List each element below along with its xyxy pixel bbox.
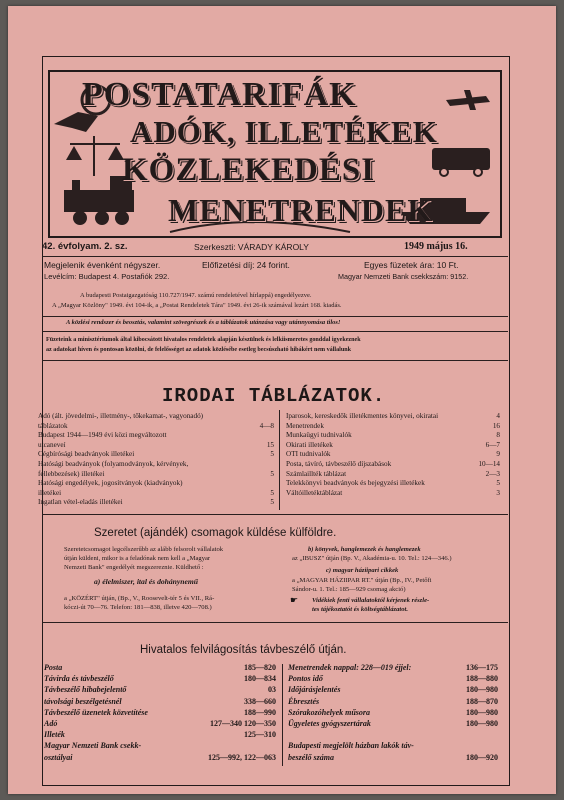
gift-intro-1: Szeretetcsomagot legcélszerűbb az alább felsorolt vállalatok xyxy=(64,546,224,553)
gift-a-title: a) élelmiszer, ital és dohánynemű xyxy=(94,577,198,586)
column-divider xyxy=(282,664,283,766)
entry-value: 338—660 xyxy=(244,696,276,706)
entry-label: Posta, távíró, távbeszélő díjszabások xyxy=(286,460,392,468)
phone-entry xyxy=(288,741,498,750)
copyright-notice: A közlési rendszer és beosztás, valamint szövegrészek és a táblázatok utánzása vagy utánnyomása tilos! xyxy=(66,319,341,326)
magazine-cover xyxy=(8,6,556,794)
toc-entry xyxy=(286,412,500,420)
permit-line-2: A „Magyar Közlöny" 1949. évi 104-ik, a „Postai Rendeletek Tára" 1949. évi 26-ik számával lezárt 168. kiadás. xyxy=(52,302,342,309)
issue-editor: Szerkeszti: VÁRADY KÁROLY xyxy=(194,242,309,252)
phone-entry xyxy=(44,719,276,728)
entry-label: utcaneveí xyxy=(38,440,66,449)
entry-label: Magyar Nemzeti Bank csekk- xyxy=(44,741,142,751)
entry-label: Budapesti megjelölt házban lakók táv- xyxy=(288,741,414,751)
phone-entry xyxy=(44,730,276,739)
masthead-title-4: MENETRENDEK xyxy=(168,192,434,228)
entry-value: 136—175 xyxy=(466,663,498,672)
toc-entry xyxy=(286,470,500,478)
entry-label: Hatósági engedélyek, jogosítványok (kiadványok) xyxy=(38,479,183,488)
entry-value: 125—992, 122—063 xyxy=(208,752,276,762)
divider xyxy=(42,331,508,332)
masthead-title-2: ADÓK, ILLETÉKEK xyxy=(130,114,438,149)
entry-label: Ügyeletes gyógyszertárak xyxy=(288,719,371,728)
entry-label: osztályai xyxy=(44,752,73,762)
gift-intro-2: útján küldeni, mikor is a feladónak nem kell a „Magyar xyxy=(64,555,211,562)
gift-note-2: tes tájékoztatót és költségtáblázatot. xyxy=(312,606,408,613)
phone-entry xyxy=(288,685,498,694)
entry-label: Ébresztés xyxy=(288,696,320,706)
toc-entry xyxy=(286,422,500,430)
entry-value: 5 xyxy=(270,469,274,478)
divider xyxy=(42,360,508,361)
toc-entry xyxy=(38,489,274,497)
phone-entry xyxy=(44,697,276,706)
entry-label: Illeték xyxy=(44,730,65,740)
info-bank: Magyar Nemzeti Bank csekkszám: 9152. xyxy=(338,272,469,281)
gift-c-text-1: a „MAGYAR HÁZIIPAR RT." útján (Bp., IV., Petőfi xyxy=(292,577,432,584)
phone-entry xyxy=(44,708,276,717)
disclaimer-line-2: az adatokat híven és pontosan közölni, de felelősséget az adatok közlésébe esetleg becsúszható hibákért nem vállalunk xyxy=(46,347,352,353)
entry-label: táblázatok xyxy=(38,421,68,430)
toc-entry xyxy=(38,441,274,449)
entry-label: Időjárásjelentés xyxy=(288,685,341,695)
phone-entry xyxy=(44,685,276,694)
issue-volume: 42. évfolyam. 2. sz. xyxy=(42,241,128,252)
gift-c-title: c) magyar háziipari cikkek xyxy=(326,567,399,574)
entry-value: 188—880 xyxy=(466,674,498,684)
entry-value: 15 xyxy=(266,440,274,449)
toc-entry xyxy=(38,422,274,430)
entry-value: 2—3 xyxy=(485,469,500,478)
entry-label: Váltóilletéktáblázat xyxy=(286,488,343,497)
phone-entry xyxy=(288,753,498,762)
toc-entry xyxy=(286,489,500,497)
entry-value: 4 xyxy=(496,412,500,420)
entry-value: 5 xyxy=(270,498,274,507)
info-address: Levélcím: Budapest 4. Postafiók 292. xyxy=(44,272,170,281)
masthead-title-3: KÖZLEKEDÉSI xyxy=(122,152,376,188)
info-frequency: Megjelenik évenként négyszer. xyxy=(44,260,161,270)
entry-value: 9 xyxy=(496,450,500,459)
toc-entry xyxy=(38,479,274,487)
divider xyxy=(42,256,508,257)
toc-entry xyxy=(286,479,500,487)
entry-label: Számlaillték táblázat xyxy=(286,469,347,478)
gift-b-title: b) könyvek, hanglemezek és hanglemezek xyxy=(308,546,421,553)
entry-label: Szórakozóhelyek műsora xyxy=(288,707,371,717)
phone-entry xyxy=(44,674,276,683)
entry-value: 180—980 xyxy=(466,685,498,695)
masthead xyxy=(48,70,502,238)
entry-label: Menetrendek nappal: 228—019 éjjel: xyxy=(288,663,412,672)
toc-entry xyxy=(38,431,274,439)
entry-label: Pontos idő xyxy=(288,674,323,684)
info-price: Egyes füzetek ára: 10 Ft. xyxy=(364,260,459,270)
gift-note-1: Vidékiek fenti vállalatoktól kérjenek részle- xyxy=(312,597,430,604)
phone-entry xyxy=(288,663,498,672)
entry-label: Adó (ált. jövedelmi-, illetmény-, tőkekamat-, vagyonadó) xyxy=(38,412,204,420)
entry-label: fellebbezések) illetékei xyxy=(38,469,105,478)
entry-value: 3 xyxy=(496,488,500,497)
gift-intro-3: Nemzeti Bank" engedélyét megszereznie. Küldhető : xyxy=(64,564,204,571)
toc-entry xyxy=(286,450,500,458)
entry-value: 185—820 xyxy=(244,663,276,672)
entry-label: Iparosok, kereskedők illetékmentes könyvei, okiratai xyxy=(286,412,439,420)
gift-heading: Szeretet (ajándék) csomagok küldése külföldre. xyxy=(94,527,337,539)
disclaimer-line-1: Füzeteink a minisztériumok által kibocsátott hivatalos rendeletek alapján készülnek és lelkiismeretes gonddal igyekeznek xyxy=(46,337,361,343)
entry-label: távolsági beszélgetésnél xyxy=(44,696,122,706)
phone-heading: Hivatalos felvilágosítás távbeszélő útján. xyxy=(140,644,347,656)
entry-label: Budapest 1944—1949 évi közi megváltozott xyxy=(38,431,167,440)
phone-entry xyxy=(288,719,498,728)
toc-entry xyxy=(286,441,500,449)
pointing-hand-icon: ☛ xyxy=(290,595,299,605)
entry-value: 180—980 xyxy=(466,719,498,728)
toc-entry xyxy=(286,460,500,468)
phone-entry xyxy=(44,741,276,750)
entry-label: Távbeszélő hibabejelentő xyxy=(44,685,127,695)
entry-value: 6—7 xyxy=(485,440,500,449)
gift-c-text-2: Sándor-u. 1. Tel.: 185—929 csomag akció) xyxy=(292,586,406,593)
entry-label: Távbeszélő üzenetek közvetítése xyxy=(44,707,148,717)
phone-entry xyxy=(288,697,498,706)
entry-label: Telekkönyvi beadványok és bejegyzési illetékek xyxy=(286,479,425,488)
entry-label: OTI tudnivalók xyxy=(286,450,331,459)
phone-entry xyxy=(44,663,276,672)
entry-label: Okirati illetékek xyxy=(286,440,333,449)
phone-entry xyxy=(288,674,498,683)
entry-label: Hatósági beadványok (folyamodványok, kérvények, xyxy=(38,460,189,468)
column-divider xyxy=(279,410,280,510)
entry-value: 16 xyxy=(492,421,500,430)
gift-a-text-2: kóczi-út 70—76. Telefon: 181—838, illetve 420—708.) xyxy=(64,604,212,611)
entry-value: 180—920 xyxy=(466,752,498,762)
gift-a-text-1: a „KÖZÉRT" útján, (Bp., V., Roosevelt-tér 5 és VII., Rá- xyxy=(64,595,215,602)
toc-entry xyxy=(38,460,274,468)
divider xyxy=(42,514,508,515)
toc-entry xyxy=(38,470,274,478)
entry-value: 4—8 xyxy=(259,421,274,430)
entry-value: 5 xyxy=(270,488,274,497)
divider xyxy=(42,316,508,317)
entry-value: 180—980 xyxy=(466,707,498,717)
entry-value: 180—834 xyxy=(244,674,276,684)
permit-line-1: A budapesti Postaigazgatóság 110.727/1947. számú rendeletével hírlappá) engedélyezve. xyxy=(80,292,312,299)
phone-entry xyxy=(44,753,276,762)
entry-label: Posta xyxy=(44,663,63,672)
toc-entry xyxy=(286,431,500,439)
divider xyxy=(42,622,508,623)
entry-value: 127—340 120—350 xyxy=(210,719,276,728)
entry-label: Távirda és távbeszélő xyxy=(44,674,114,684)
entry-value: 5 xyxy=(270,450,274,459)
entry-label: Cégbírósági beadványok illetékei xyxy=(38,450,135,459)
entry-value: 188—870 xyxy=(466,696,498,706)
entry-value: 5 xyxy=(496,479,500,488)
entry-label: Ingatlan vétel-eladás illetékei xyxy=(38,498,123,507)
entry-label: illetékei xyxy=(38,488,62,497)
toc-heading: IRODAI TÁBLÁZATOK. xyxy=(162,385,386,407)
entry-value: 188—990 xyxy=(244,707,276,717)
toc-entry xyxy=(38,450,274,458)
issue-date: 1949 május 16. xyxy=(404,241,468,252)
toc-entry xyxy=(38,498,274,506)
entry-label: Adó xyxy=(44,719,58,728)
entry-label: Menetrendek xyxy=(286,421,324,430)
info-subscription: Előfizetési díj: 24 forint. xyxy=(202,260,290,270)
toc-entry xyxy=(38,412,274,420)
entry-value: 125—310 xyxy=(244,730,276,740)
phone-entry xyxy=(288,708,498,717)
entry-label: Munkaügyi tudnivalók xyxy=(286,431,352,440)
entry-value: 10—14 xyxy=(478,460,500,468)
entry-label: beszélő száma xyxy=(288,752,334,762)
entry-value: 8 xyxy=(496,431,500,440)
masthead-title-1: POSTATARIFÁK xyxy=(82,76,357,113)
gift-b-text: az „IBUSZ" útján (Bp. V., Akadémia-u. 10. Tel.: 124—346.) xyxy=(292,555,452,562)
entry-value: 03 xyxy=(268,685,276,695)
